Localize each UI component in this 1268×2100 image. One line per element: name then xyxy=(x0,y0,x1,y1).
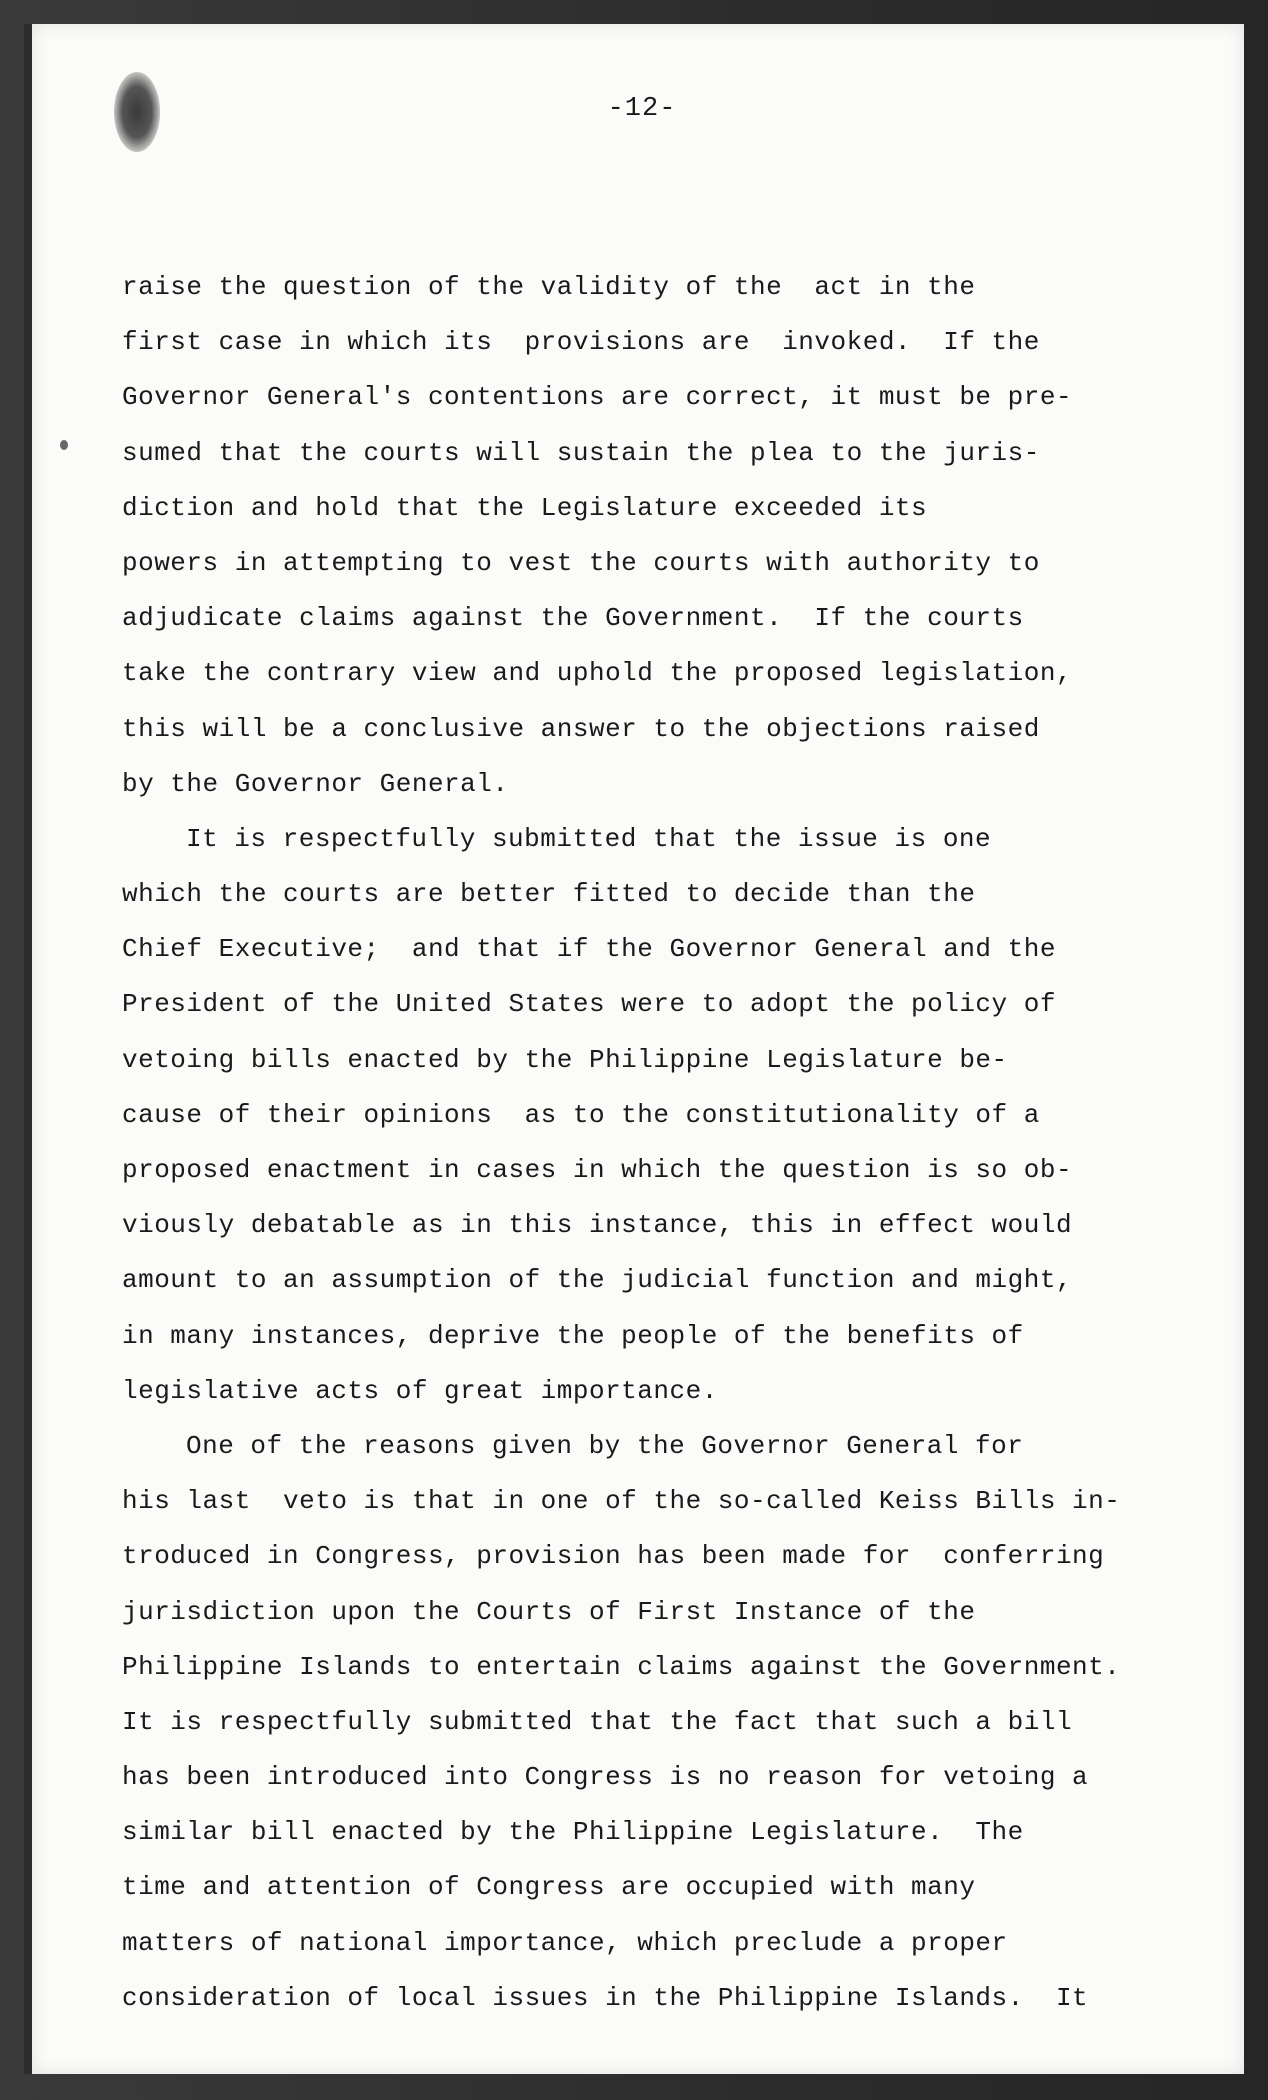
text-line: amount to an assumption of the judicial function and might, xyxy=(122,1265,1073,1296)
text-line: similar bill enacted by the Philippine Legislature. The xyxy=(122,1817,1024,1848)
text-line: It is respectfully submitted that the fact that such a bill xyxy=(122,1706,1073,1737)
text-line: One of the reasons given by the Governor General for xyxy=(186,1430,1024,1461)
text-line: his last veto is that in one of the so-called Keiss Bills in- xyxy=(122,1486,1121,1517)
text-line: has been introduced into Congress is no reason for vetoing a xyxy=(122,1762,1089,1793)
text-line: troduced in Congress, provision has been made for conferring xyxy=(122,1541,1105,1572)
text-line: this will be a conclusive answer to the objections raised xyxy=(122,713,1040,744)
text-line: matters of national importance, which preclude a proper xyxy=(122,1927,1008,1958)
text-line: jurisdiction upon the Courts of First Instance of the xyxy=(122,1596,976,1627)
text-line: proposed enactment in cases in which the question is so ob- xyxy=(122,1155,1073,1185)
text-line: consideration of local issues in the Philippine Islands. It xyxy=(122,1982,1089,2013)
text-line: time and attention of Congress are occupied with many xyxy=(122,1872,976,1903)
text-line: legislative acts of great importance. xyxy=(122,1375,718,1406)
text-line: Chief Executive; and that if the Governor General and the xyxy=(122,934,1056,965)
text-line: viously debatable as in this instance, this in effect would xyxy=(122,1210,1073,1241)
text-line: diction and hold that the Legislature exceeded its xyxy=(122,492,928,523)
text-line: by the Governor General. xyxy=(122,768,509,799)
scan-speck xyxy=(60,440,68,450)
text-line: President of the United States were to adopt the policy of xyxy=(122,989,1056,1020)
text-line: in many instances, deprive the people of the benefits of xyxy=(122,1320,1024,1351)
text-line: adjudicate claims against the Government. If the courts xyxy=(122,603,1024,634)
text-line: Philippine Islands to entertain claims against the Government. xyxy=(122,1651,1121,1682)
text-line: which the courts are better fitted to decide than the xyxy=(122,879,976,910)
text-line: cause of their opinions as to the constitutionality of a xyxy=(122,1099,1040,1130)
text-line: take the contrary view and uphold the proposed legislation, xyxy=(122,658,1073,689)
text-line: powers in attempting to vest the courts with authority to xyxy=(122,547,1040,578)
document-page xyxy=(24,24,1244,2074)
text-line: sumed that the courts will sustain the plea to the juris- xyxy=(122,437,1040,468)
body-text xyxy=(122,260,1182,2026)
text-line: vetoing bills enacted by the Philippine Legislature be- xyxy=(122,1044,1008,1075)
text-line: raise the question of the validity of the act in the xyxy=(122,272,976,302)
text-line: first case in which its provisions are invoked. If the xyxy=(122,327,1040,358)
text-line: Governor General's contentions are correct, it must be pre- xyxy=(122,382,1073,413)
text-line: It is respectfully submitted that the issue is one xyxy=(186,823,992,854)
page-number: -12- xyxy=(607,94,677,124)
